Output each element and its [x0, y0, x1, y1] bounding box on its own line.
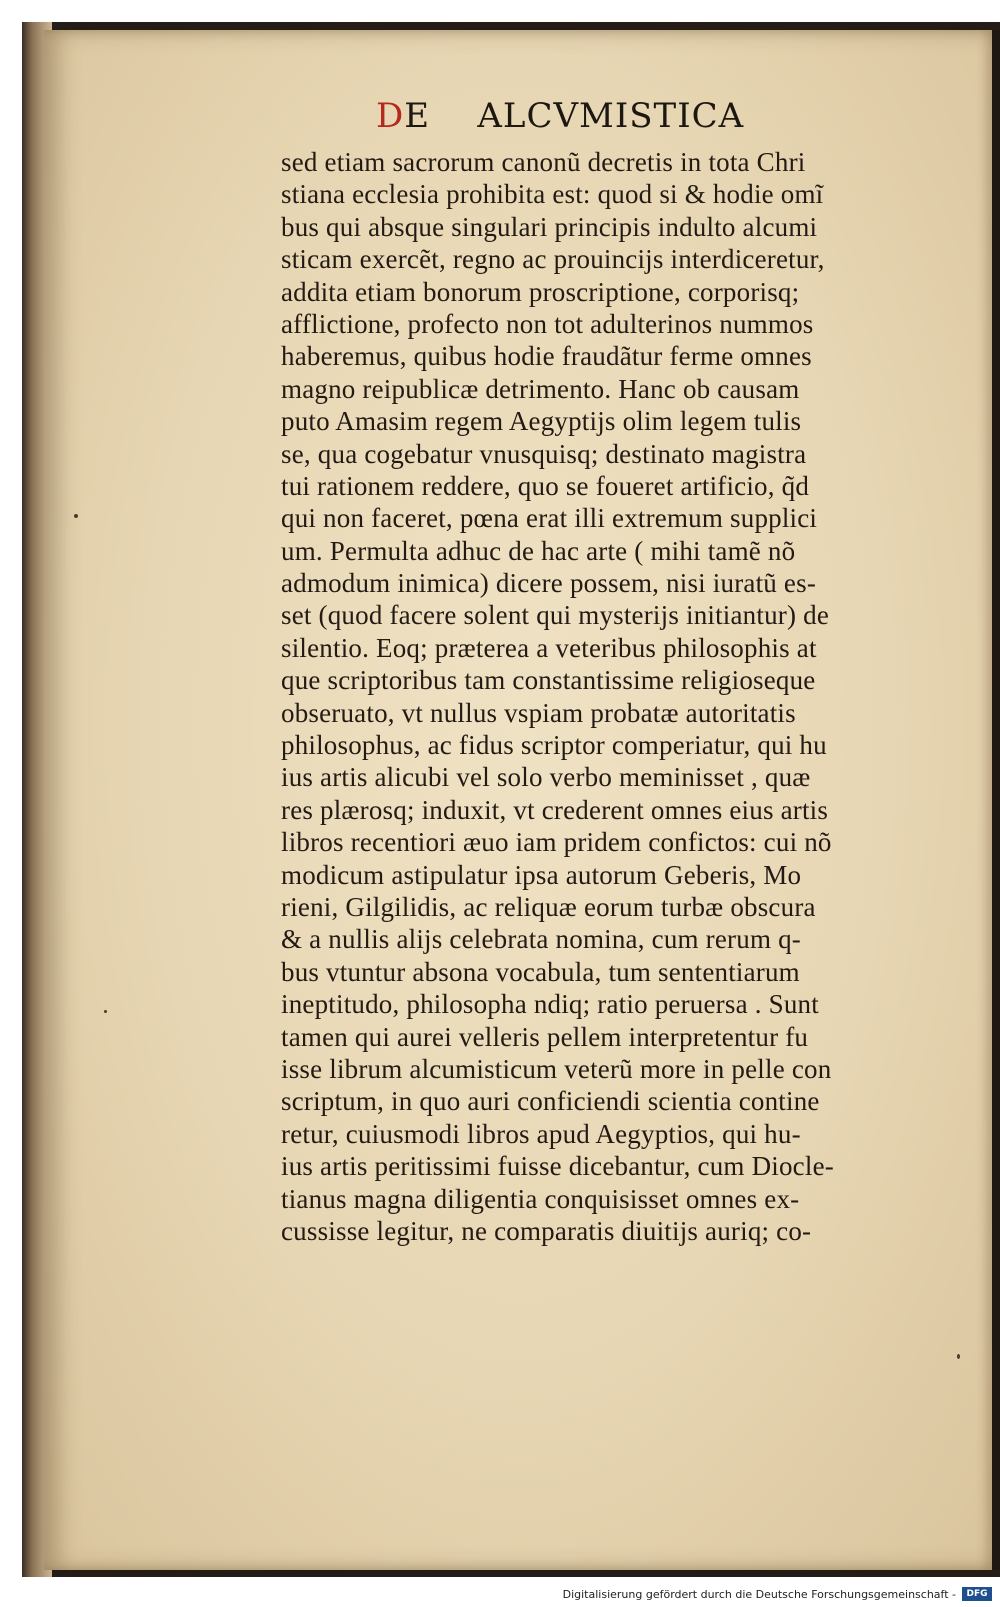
text-line: bus vtuntur absona vocabula, tum sententiarum — [281, 956, 800, 987]
scan-right-edge — [992, 30, 1000, 1570]
text-line: que scriptoribus tam constantissime religioseque — [281, 665, 816, 696]
body-text — [281, 146, 967, 1247]
text-line: rieni, Gilgilidis, ac reliquæ eorum turbæ obscura — [281, 891, 816, 922]
text-line: magno reipublicæ detrimento. Hanc ob causam — [281, 373, 800, 404]
text-line: scriptum, in quo auri conficiendi scientia contine — [281, 1086, 820, 1117]
text-line: isse librum alcumisticum veterũ more in pelle con — [281, 1053, 832, 1084]
paper-speck — [957, 1354, 960, 1359]
credit-text: Digitalisierung gefördert durch die Deutsche Forschungsgemeinschaft - — [562, 1587, 956, 1601]
dfg-logo: DFG — [962, 1587, 992, 1601]
text-line: haberemus, quibus hodie fraudãtur ferme omnes — [281, 341, 812, 372]
header-title: E ALCVMISTICA — [404, 96, 745, 136]
text-line: um. Permulta adhuc de hac arte ( mihi tamẽ nõ — [281, 535, 796, 566]
paper-speck — [104, 1010, 107, 1013]
running-header — [376, 96, 856, 146]
text-line: modicum astipulatur ipsa autorum Geberis, Mo — [281, 859, 802, 890]
text-line: bus qui absque singulari principis indulto alcumi — [281, 211, 818, 242]
text-line: se, qua cogebatur vnusquisq; destinato magistra — [281, 438, 807, 469]
text-line: ius artis alicubi vel solo verbo meminisset , quæ — [281, 762, 811, 793]
text-line: philosophus, ac fidus scriptor comperiatur, qui hu — [281, 730, 827, 761]
text-line: silentio. Eoq; præterea a veteribus philosophis at — [281, 632, 817, 663]
text-line: & a nullis alijs celebrata nomina, cum rerum q- — [281, 924, 801, 955]
text-line: obseruato, vt nullus vspiam probatæ autoritatis — [281, 697, 796, 728]
text-line: tianus magna diligentia conquisisset omnes ex- — [281, 1183, 800, 1214]
text-line: ineptitudo, philosopha ndiq; ratio peruersa . Sunt — [281, 989, 819, 1020]
paper-speck — [74, 514, 78, 518]
text-line: sed etiam sacrorum canonũ decretis in tota Chri — [281, 147, 806, 177]
text-line: afflictione, profecto non tot adulterinos nummos — [281, 308, 814, 339]
text-line: addita etiam bonorum proscriptione, corporisq; — [281, 276, 800, 307]
text-line: cussisse legitur, ne comparatis diuitijs auriq; co- — [281, 1215, 812, 1246]
text-line: puto Amasim regem Aegyptijs olim legem tulis — [281, 406, 802, 437]
text-line: stiana ecclesia prohibita est: quod si & hodie omĩ — [281, 179, 824, 210]
header-initial: D — [376, 96, 405, 136]
text-line: tamen qui aurei velleris pellem interpretentur fu — [281, 1021, 809, 1052]
text-line: retur, cuiusmodi libros apud Aegyptios, qui hu- — [281, 1118, 801, 1149]
text-line: sticam exercẽt, regno ac prouincijs interdiceretur, — [281, 244, 825, 275]
text-line: set (quod facere solent qui mysterijs initiantur) de — [281, 600, 830, 631]
text-line: qui non faceret, pœna erat illi extremum supplici — [281, 503, 818, 534]
digitization-credit — [563, 1584, 992, 1604]
text-line: tui rationem reddere, quo se foueret artificio, q̃d — [281, 470, 810, 501]
text-line: res plærosq; induxit, vt crederent omnes eius artis — [281, 794, 829, 825]
text-line: libros recentiori æuo iam pridem confictos: cui nõ — [281, 827, 832, 858]
text-line: admodum inimica) dicere possem, nisi iuratũ es- — [281, 568, 817, 599]
text-line: ius artis peritissimi fuisse dicebantur, cum Diocle- — [281, 1151, 834, 1182]
